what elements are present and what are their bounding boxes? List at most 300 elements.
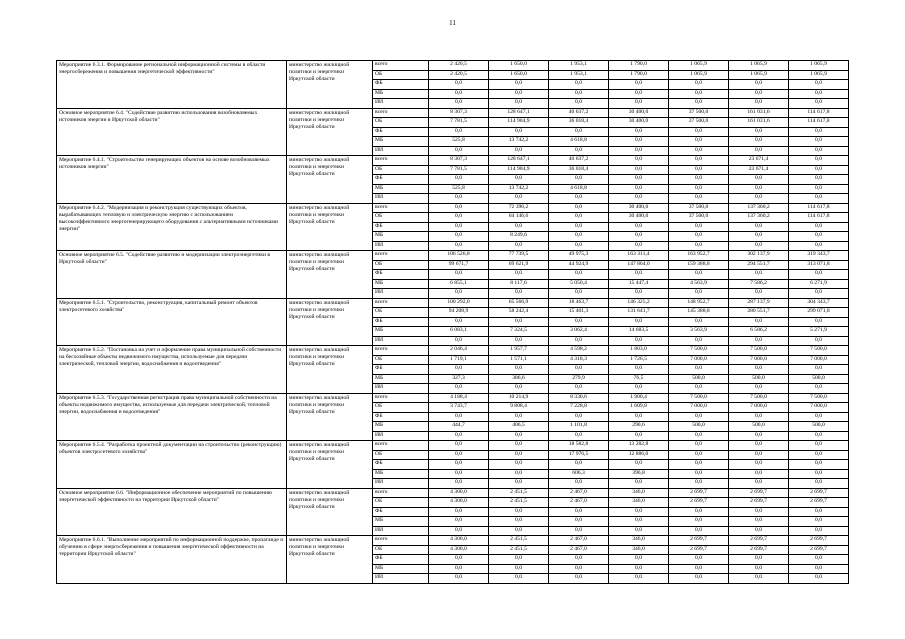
funding-source: ОБ: [373, 118, 429, 128]
amount-cell: 5 271,9: [789, 327, 849, 337]
measure-name: Мероприятие 6.6.1. "Выполнение мероприятий по информационной поддержке, пропаганде и обучению в сфере энергосбережения и повышения энергетической эффективности на территории Иркутской области": [57, 536, 287, 584]
amount-cell: 8 117,6: [489, 279, 549, 289]
amount-cell: 0,0: [609, 165, 669, 175]
amount-cell: 0,0: [549, 412, 609, 422]
funding-source: ФБ: [373, 222, 429, 232]
amount-cell: 2 699,7: [729, 536, 789, 546]
amount-cell: 0,0: [609, 156, 669, 166]
amount-cell: 0,0: [669, 555, 729, 565]
amount-cell: 0,0: [669, 137, 729, 147]
amount-cell: 0,0: [489, 507, 549, 517]
amount-cell: 49 975,3: [549, 251, 609, 261]
amount-cell: 0,0: [429, 574, 489, 584]
funding-source: МБ: [373, 89, 429, 99]
amount-cell: 0,0: [429, 460, 489, 470]
amount-cell: 40 637,2: [549, 108, 609, 118]
funding-source: МБ: [373, 469, 429, 479]
amount-cell: 2 467,0: [549, 545, 609, 555]
amount-cell: 0,0: [609, 564, 669, 574]
amount-cell: 0,0: [489, 450, 549, 460]
funding-source: ОБ: [373, 260, 429, 270]
amount-cell: 4 300,0: [429, 545, 489, 555]
funding-source: ФБ: [373, 270, 429, 280]
responsible-executor: министерство жилищной политики и энергетики Иркутской области: [287, 393, 373, 441]
amount-cell: 290,6: [609, 422, 669, 432]
amount-cell: 0,0: [609, 137, 669, 147]
table-row: [57, 393, 849, 403]
amount-cell: 100 292,0: [429, 298, 489, 308]
funding-source: ФБ: [373, 317, 429, 327]
amount-cell: 0,0: [789, 555, 849, 565]
amount-cell: 0,0: [789, 89, 849, 99]
amount-cell: 0,0: [549, 89, 609, 99]
responsible-executor: министерство жилищной политики и энергетики Иркутской области: [287, 346, 373, 394]
amount-cell: 0,0: [429, 526, 489, 536]
amount-cell: 1 790,0: [609, 61, 669, 71]
funding-source: всего: [373, 346, 429, 356]
amount-cell: 4 300,0: [429, 488, 489, 498]
amount-cell: 0,0: [609, 99, 669, 109]
amount-cell: 0,0: [789, 222, 849, 232]
amount-cell: 2 699,7: [789, 545, 849, 555]
funding-source: ФБ: [373, 175, 429, 185]
amount-cell: 6 271,9: [789, 279, 849, 289]
amount-cell: 0,0: [729, 479, 789, 489]
amount-cell: 0,0: [729, 175, 789, 185]
funding-source: ОБ: [373, 308, 429, 318]
amount-cell: 1 065,9: [669, 70, 729, 80]
amount-cell: 10 214,9: [489, 393, 549, 403]
amount-cell: 0,0: [669, 184, 729, 194]
amount-cell: 2 699,7: [669, 488, 729, 498]
funding-source: ИИ: [373, 241, 429, 251]
amount-cell: 0,0: [609, 479, 669, 489]
amount-cell: 0,0: [429, 99, 489, 109]
table-row: [57, 488, 849, 498]
amount-cell: 0,0: [729, 232, 789, 242]
amount-cell: 1 650,0: [489, 61, 549, 71]
amount-cell: 386,6: [489, 374, 549, 384]
amount-cell: 0,0: [489, 222, 549, 232]
amount-cell: 114 617,8: [789, 203, 849, 213]
responsible-executor: министерство жилищной политики и энергетики Иркутской области: [287, 108, 373, 156]
amount-cell: 500,0: [669, 422, 729, 432]
amount-cell: 0,0: [609, 460, 669, 470]
amount-cell: 0,0: [429, 469, 489, 479]
responsible-executor: министерство жилищной политики и энергетики Иркутской области: [287, 61, 373, 109]
amount-cell: 287 137,9: [729, 298, 789, 308]
funding-source: ИИ: [373, 194, 429, 204]
amount-cell: 7 228,8: [549, 403, 609, 413]
amount-cell: 0,0: [609, 89, 669, 99]
table-row: [57, 108, 849, 118]
funding-source: ОБ: [373, 545, 429, 555]
funding-source: ОБ: [373, 403, 429, 413]
amount-cell: 114 617,8: [789, 108, 849, 118]
amount-cell: 1 065,9: [729, 70, 789, 80]
amount-cell: 0,0: [669, 89, 729, 99]
amount-cell: 0,0: [609, 517, 669, 527]
amount-cell: 0,0: [789, 431, 849, 441]
amount-cell: 1 953,1: [549, 70, 609, 80]
amount-cell: 0,0: [729, 460, 789, 470]
amount-cell: 0,0: [549, 479, 609, 489]
amount-cell: 0,0: [729, 89, 789, 99]
amount-cell: 0,0: [789, 479, 849, 489]
amount-cell: 2 699,7: [669, 498, 729, 508]
amount-cell: 8 330,6: [549, 393, 609, 403]
amount-cell: 0,0: [609, 317, 669, 327]
amount-cell: 0,0: [489, 555, 549, 565]
amount-cell: 0,0: [729, 80, 789, 90]
funding-source: МБ: [373, 279, 429, 289]
amount-cell: 148 952,7: [669, 298, 729, 308]
amount-cell: 0,0: [549, 336, 609, 346]
amount-cell: 280 551,7: [729, 308, 789, 318]
amount-cell: 0,0: [669, 289, 729, 299]
amount-cell: 2 451,5: [489, 488, 549, 498]
amount-cell: 2 451,5: [489, 545, 549, 555]
amount-cell: 0,0: [729, 450, 789, 460]
amount-cell: 0,0: [429, 80, 489, 90]
funding-source: всего: [373, 536, 429, 546]
amount-cell: 0,0: [429, 232, 489, 242]
amount-cell: 0,0: [789, 127, 849, 137]
amount-cell: 137 360,2: [729, 203, 789, 213]
table-row: [57, 61, 849, 71]
amount-cell: 0,0: [609, 289, 669, 299]
amount-cell: 2 467,0: [549, 488, 609, 498]
measure-name: Мероприятие 6.5.2. "Постановка на учет и оформление права муниципальной собственности на бесхозяйные объекты недвижимого имущества, используемые для передачи электрической, тепловой энергии, водоснабжения и водоотведения": [57, 346, 287, 394]
measure-name: Мероприятие 6.4.1. "Строительство генерирующих объектов на основе возобновляемых источников энергии": [57, 156, 287, 204]
amount-cell: 0,0: [489, 365, 549, 375]
amount-cell: 2 451,5: [489, 536, 549, 546]
amount-cell: 30 400,0: [609, 108, 669, 118]
amount-cell: 0,0: [429, 336, 489, 346]
amount-cell: 0,0: [489, 289, 549, 299]
amount-cell: 302 137,9: [729, 251, 789, 261]
amount-cell: 0,0: [729, 241, 789, 251]
amount-cell: 4 300,0: [429, 498, 489, 508]
amount-cell: 128 647,1: [489, 108, 549, 118]
measure-name: Мероприятие 6.4.2. "Модернизация и реконструкция существующих объектов, вырабатывающих тепловую и электрическую энергию с использованием высокоэффективного энергогенерирующего оборудования с альтернативными источниками энергии": [57, 203, 287, 251]
amount-cell: 0,0: [489, 89, 549, 99]
amount-cell: 0,0: [729, 222, 789, 232]
amount-cell: 0,0: [549, 526, 609, 536]
amount-cell: 30 400,0: [609, 118, 669, 128]
funding-source: ОБ: [373, 450, 429, 460]
amount-cell: 0,0: [789, 80, 849, 90]
amount-cell: 346,0: [609, 536, 669, 546]
amount-cell: 1 726,5: [609, 355, 669, 365]
amount-cell: 0,0: [729, 412, 789, 422]
amount-cell: 114 904,9: [489, 165, 549, 175]
amount-cell: 7 000,0: [789, 355, 849, 365]
funding-source: ОБ: [373, 498, 429, 508]
amount-cell: 0,0: [549, 574, 609, 584]
amount-cell: 0,0: [429, 517, 489, 527]
amount-cell: 7 000,0: [729, 355, 789, 365]
amount-cell: 1 609,8: [609, 403, 669, 413]
funding-source: ИИ: [373, 526, 429, 536]
amount-cell: 8 307,3: [429, 108, 489, 118]
amount-cell: 346,0: [609, 498, 669, 508]
amount-cell: 4 300,0: [429, 536, 489, 546]
amount-cell: 7 586,2: [729, 279, 789, 289]
amount-cell: 0,0: [789, 232, 849, 242]
funding-source: всего: [373, 203, 429, 213]
funding-source: ИИ: [373, 479, 429, 489]
amount-cell: 0,0: [549, 365, 609, 375]
amount-cell: 0,0: [729, 270, 789, 280]
amount-cell: 1 957,7: [489, 346, 549, 356]
amount-cell: 0,0: [429, 384, 489, 394]
amount-cell: 0,0: [789, 517, 849, 527]
amount-cell: 13 282,8: [609, 441, 669, 451]
amount-cell: 0,0: [669, 450, 729, 460]
amount-cell: 0,0: [609, 175, 669, 185]
amount-cell: 4 618,8: [549, 184, 609, 194]
amount-cell: 77 739,5: [489, 251, 549, 261]
amount-cell: 1 065,9: [789, 61, 849, 71]
amount-cell: 37 500,0: [669, 203, 729, 213]
amount-cell: 0,0: [669, 460, 729, 470]
amount-cell: 0,0: [549, 289, 609, 299]
amount-cell: 0,0: [609, 412, 669, 422]
amount-cell: 0,0: [789, 384, 849, 394]
amount-cell: 396,8: [609, 469, 669, 479]
amount-cell: 37 500,0: [669, 108, 729, 118]
amount-cell: 146 325,2: [609, 298, 669, 308]
amount-cell: 0,0: [669, 317, 729, 327]
amount-cell: 161 031,6: [729, 118, 789, 128]
amount-cell: 4 618,8: [549, 137, 609, 147]
amount-cell: 3 062,4: [549, 327, 609, 337]
amount-cell: 7 500,0: [729, 346, 789, 356]
amount-cell: 163 952,7: [669, 251, 729, 261]
funding-source: МБ: [373, 374, 429, 384]
amount-cell: 0,0: [729, 469, 789, 479]
funding-source: всего: [373, 61, 429, 71]
amount-cell: 0,0: [729, 99, 789, 109]
funding-source: всего: [373, 108, 429, 118]
measure-name: Основное мероприятие 6.5. "Содействие развитию и модернизации электроэнергетики в Иркутской области": [57, 251, 287, 299]
funding-source: всего: [373, 441, 429, 451]
amount-cell: 7 000,0: [669, 355, 729, 365]
amount-cell: 8 249,6: [489, 232, 549, 242]
amount-cell: 0,0: [429, 241, 489, 251]
amount-cell: 0,0: [489, 441, 549, 451]
amount-cell: 0,0: [789, 412, 849, 422]
amount-cell: 0,0: [789, 564, 849, 574]
amount-cell: 2 699,7: [669, 545, 729, 555]
amount-cell: 0,0: [789, 241, 849, 251]
amount-cell: 0,0: [489, 469, 549, 479]
funding-source: МБ: [373, 517, 429, 527]
amount-cell: 13 742,2: [489, 184, 549, 194]
amount-cell: 15 401,3: [549, 308, 609, 318]
table-row: [57, 441, 849, 451]
amount-cell: 0,0: [729, 137, 789, 147]
amount-cell: 0,0: [789, 526, 849, 536]
amount-cell: 0,0: [429, 412, 489, 422]
amount-cell: 0,0: [729, 146, 789, 156]
amount-cell: 1 719,1: [429, 355, 489, 365]
amount-cell: 0,0: [489, 194, 549, 204]
amount-cell: 0,0: [669, 517, 729, 527]
amount-cell: 0,0: [669, 574, 729, 584]
amount-cell: 2 451,5: [489, 498, 549, 508]
amount-cell: 0,0: [729, 336, 789, 346]
amount-cell: 0,0: [669, 156, 729, 166]
amount-cell: 0,0: [669, 175, 729, 185]
amount-cell: 500,0: [729, 374, 789, 384]
amount-cell: 0,0: [489, 526, 549, 536]
amount-cell: 6 083,1: [429, 327, 489, 337]
amount-cell: 0,0: [669, 222, 729, 232]
amount-cell: 0,0: [489, 80, 549, 90]
amount-cell: 0,0: [429, 479, 489, 489]
amount-cell: 163 311,4: [609, 251, 669, 261]
amount-cell: 0,0: [789, 336, 849, 346]
table-row: [57, 156, 849, 166]
amount-cell: 0,0: [669, 232, 729, 242]
amount-cell: 0,0: [789, 175, 849, 185]
amount-cell: 64 146,6: [489, 213, 549, 223]
funding-source: МБ: [373, 137, 429, 147]
amount-cell: 0,0: [729, 431, 789, 441]
amount-cell: 0,0: [669, 99, 729, 109]
amount-cell: 0,0: [729, 384, 789, 394]
amount-cell: 30 400,0: [609, 213, 669, 223]
amount-cell: 161 031,6: [729, 108, 789, 118]
amount-cell: 500,0: [789, 374, 849, 384]
amount-cell: 606,3: [549, 469, 609, 479]
amount-cell: 0,0: [789, 165, 849, 175]
amount-cell: 525,8: [429, 184, 489, 194]
funding-source: ФБ: [373, 365, 429, 375]
amount-cell: 2 699,7: [789, 498, 849, 508]
funding-source: всего: [373, 298, 429, 308]
funding-source: ИИ: [373, 336, 429, 346]
amount-cell: 0,0: [609, 184, 669, 194]
amount-cell: 3 743,7: [429, 403, 489, 413]
amount-cell: 1 065,9: [729, 61, 789, 71]
amount-cell: 36 018,4: [549, 165, 609, 175]
amount-cell: 299 071,8: [789, 308, 849, 318]
amount-cell: 500,0: [789, 422, 849, 432]
amount-cell: 23 671,4: [729, 165, 789, 175]
measure-name: Основное мероприятие 6.6. "Информационное обеспечение мероприятий по повышению энергетической эффективности на территории Иркутской области": [57, 488, 287, 536]
funding-source: МБ: [373, 327, 429, 337]
amount-cell: 0,0: [489, 574, 549, 584]
amount-cell: 444,7: [429, 422, 489, 432]
amount-cell: 145 388,8: [669, 308, 729, 318]
amount-cell: 2 420,5: [429, 61, 489, 71]
amount-cell: 0,0: [729, 127, 789, 137]
amount-cell: 0,0: [729, 517, 789, 527]
amount-cell: 0,0: [669, 365, 729, 375]
amount-cell: 0,0: [729, 555, 789, 565]
funding-source: ИИ: [373, 289, 429, 299]
amount-cell: 99 671,7: [429, 260, 489, 270]
amount-cell: 128 647,1: [489, 156, 549, 166]
table-row: [57, 298, 849, 308]
budget-table-body: [57, 61, 849, 584]
amount-cell: 4 188,4: [429, 393, 489, 403]
measure-name: Мероприятие 6.5.3. "Государственная регистрация права муниципальной собственности на объекты недвижимого имущества, используемые для передачи электрической, тепловой энергии, водоснабжения и водоотведения": [57, 393, 287, 441]
amount-cell: 72 396,2: [489, 203, 549, 213]
amount-cell: 0,0: [489, 336, 549, 346]
amount-cell: 114 617,8: [789, 118, 849, 128]
amount-cell: 304 343,7: [789, 298, 849, 308]
table-row: [57, 346, 849, 356]
amount-cell: 0,0: [789, 289, 849, 299]
amount-cell: 4 563,9: [669, 279, 729, 289]
amount-cell: 1 650,0: [489, 70, 549, 80]
amount-cell: 37 500,0: [669, 213, 729, 223]
amount-cell: 0,0: [549, 431, 609, 441]
amount-cell: 0,0: [489, 479, 549, 489]
amount-cell: 0,0: [609, 194, 669, 204]
amount-cell: 0,0: [489, 99, 549, 109]
amount-cell: 17 976,5: [549, 450, 609, 460]
amount-cell: 0,0: [669, 441, 729, 451]
amount-cell: 15 447,4: [609, 279, 669, 289]
amount-cell: 0,0: [609, 507, 669, 517]
amount-cell: 106 526,8: [429, 251, 489, 261]
amount-cell: 0,0: [549, 555, 609, 565]
amount-cell: 0,0: [729, 365, 789, 375]
amount-cell: 0,0: [789, 450, 849, 460]
amount-cell: 0,0: [789, 194, 849, 204]
amount-cell: 69 621,9: [489, 260, 549, 270]
amount-cell: 0,0: [609, 241, 669, 251]
amount-cell: 0,0: [429, 194, 489, 204]
amount-cell: 327,3: [429, 374, 489, 384]
amount-cell: 346,0: [609, 545, 669, 555]
funding-source: ОБ: [373, 70, 429, 80]
amount-cell: 7 000,0: [789, 403, 849, 413]
amount-cell: 0,0: [489, 127, 549, 137]
amount-cell: 0,0: [429, 507, 489, 517]
amount-cell: 0,0: [549, 99, 609, 109]
amount-cell: 18 463,7: [549, 298, 609, 308]
amount-cell: 0,0: [429, 270, 489, 280]
amount-cell: 0,0: [429, 146, 489, 156]
amount-cell: 0,0: [789, 507, 849, 517]
amount-cell: 3 563,9: [669, 327, 729, 337]
amount-cell: 0,0: [669, 194, 729, 204]
responsible-executor: министерство жилищной политики и энергетики Иркутской области: [287, 298, 373, 346]
funding-source: всего: [373, 393, 429, 403]
amount-cell: 0,0: [429, 127, 489, 137]
funding-source: МБ: [373, 422, 429, 432]
amount-cell: 0,0: [729, 574, 789, 584]
amount-cell: 0,0: [669, 469, 729, 479]
amount-cell: 294 551,7: [729, 260, 789, 270]
amount-cell: 0,0: [429, 431, 489, 441]
amount-cell: 0,0: [549, 317, 609, 327]
amount-cell: 9 808,4: [489, 403, 549, 413]
amount-cell: 0,0: [729, 289, 789, 299]
funding-source: всего: [373, 156, 429, 166]
amount-cell: 0,0: [789, 460, 849, 470]
amount-cell: 0,0: [609, 80, 669, 90]
amount-cell: 0,0: [549, 194, 609, 204]
amount-cell: 0,0: [549, 507, 609, 517]
amount-cell: 0,0: [429, 441, 489, 451]
